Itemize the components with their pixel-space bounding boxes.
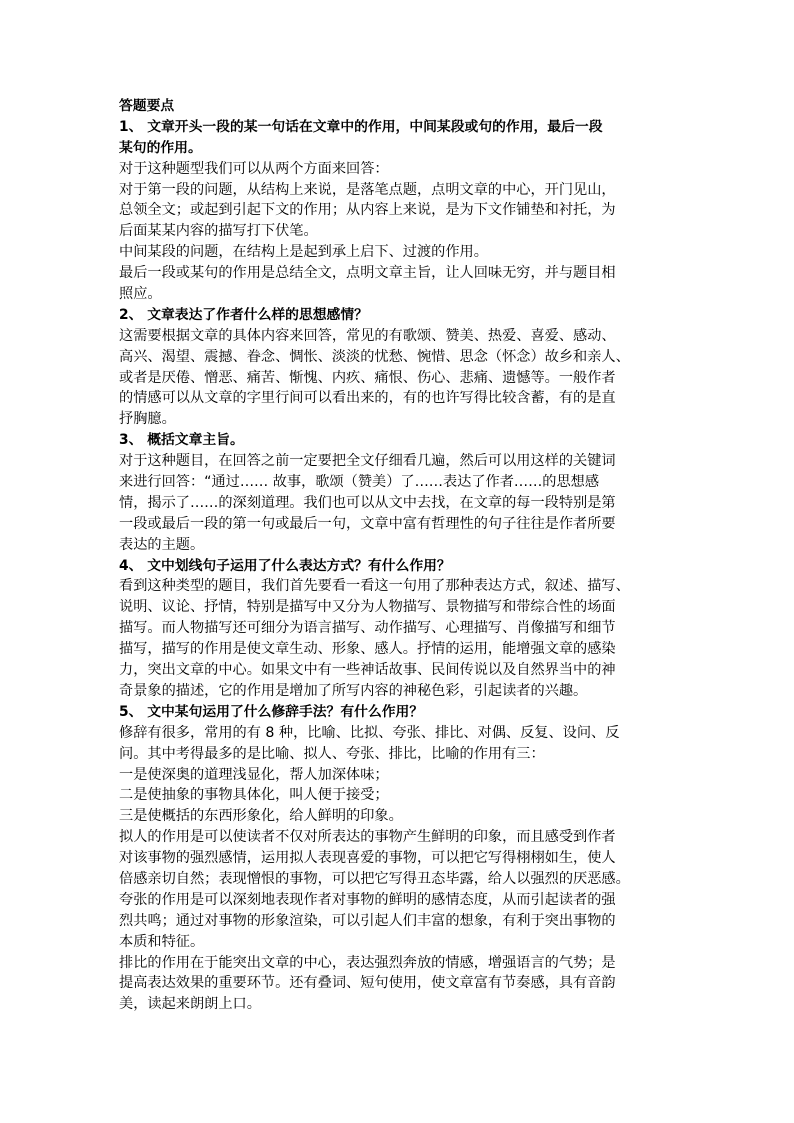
body-text-line: 描写，描写的作用是使文章生动、形象、感人。抒情的运用，能增强文章的感染 (119, 641, 616, 658)
section-heading-line: 4、 文中划线句子运用了什么表达方式？有什么作用？ (119, 557, 451, 574)
body-text-line: 情，揭示了……的深刻道理。我们也可以从文中去找，在文章的每一段特别是第 (119, 494, 616, 511)
body-text-line: 二是使抽象的事物具体化，叫人便于接受； (119, 787, 389, 804)
body-text-line: 力，突出文章的中心。如果文中有一些神话故事、民间传说以及自然界当中的神 (119, 662, 616, 679)
body-text-line: 对于这种题目，在回答之前一定要把全文仔细看几遍，然后可以用这样的关键词 (119, 453, 616, 470)
section-heading-line: 5、 文中某句运用了什么修辞手法？有什么作用？ (119, 703, 424, 720)
body-text-line: 总领全文；或起到引起下文的作用；从内容上来说，是为下文作铺垫和衬托，为 (119, 202, 616, 219)
section-heading-line: 某句的作用。 (119, 139, 202, 156)
body-text-line: 对于第一段的问题，从结构上来说，是落笔点题，点明文章的中心，开门见山， (119, 181, 616, 198)
body-text-line: 描写。而人物描写还可细分为语言描写、动作描写、心理描写、肖像描写和细节 (119, 620, 616, 637)
body-text-line: 这需要根据文章的具体内容来回答，常见的有歌颂、赞美、热爱、喜爱、感动、 (119, 327, 616, 344)
body-text-line: 修辞有很多，常用的有 8 种，比喻、比拟、夸张、排比、对偶、反复、设问、反 (119, 724, 620, 741)
body-text-line: 本质和特征。 (119, 933, 205, 950)
body-text-line: 或者是厌倦、憎恶、痛苦、惭愧、内疚、痛恨、伤心、悲痛、遗憾等。一般作者 (119, 369, 616, 386)
body-text-line: 三是使概括的东西形象化，给人鲜明的印象。 (119, 808, 403, 825)
body-text-line: 一段或最后一段的第一句或最后一句，文章中富有哲理性的句子往往是作者所要 (119, 515, 616, 532)
body-text-line: 对于这种题型我们可以从两个方面来回答： (119, 160, 389, 177)
body-text-line: 说明、议论、抒情，特别是描写中又分为人物描写、景物描写和带综合性的场面 (119, 599, 616, 616)
section-heading-line: 2、 文章表达了作者什么样的思想感情？ (119, 306, 368, 323)
section-heading-line: 1、 文章开头一段的某一句话在文章中的作用，中间某段或句的作用，最后一段 (119, 118, 603, 135)
body-text-line: 表达的主题。 (119, 536, 205, 553)
body-text-line: 最后一段或某句的作用是总结全文，点明文章主旨，让人回味无穷，并与题目相 (119, 265, 616, 282)
document-title: 答题要点 (119, 98, 175, 114)
body-text-line: 倍感亲切自然；表现憎恨的事物，可以把它写得丑态毕露，给人以强烈的厌恶感。 (119, 870, 630, 887)
body-text-line: 夸张的作用是可以深刻地表现作者对事物的鲜明的感情态度，从而引起读者的强 (119, 891, 616, 908)
body-text-line: 中间某段的问题，在结构上是起到承上启下、过渡的作用。 (119, 244, 488, 261)
body-text-line: 后面某某内容的描写打下伏笔。 (119, 223, 318, 240)
section-heading-line: 3、 概括文章主旨。 (119, 432, 244, 449)
body-text-line: 照应。 (119, 286, 162, 303)
body-text-line: 拟人的作用是可以使读者不仅对所表达的事物产生鲜明的印象，而且感受到作者 (119, 829, 616, 846)
body-text-line: 对该事物的强烈感情，运用拟人表现喜爱的事物，可以把它写得栩栩如生，使人 (119, 850, 616, 867)
body-text-line: 抒胸臆。 (119, 411, 176, 428)
body-text-line: 提高表达效果的重要环节。还有叠词、短句使用，使文章富有节奏感，具有音韵 (119, 975, 616, 992)
body-text-line: 看到这种类型的题目，我们首先要看一看这一句用了那种表达方式，叙述、描写、 (119, 578, 630, 595)
body-text-line: 来进行回答：“通过…… 故事，歌颂（赞美）了……表达了作者……的思想感 (119, 474, 600, 491)
document-body (119, 117, 679, 1015)
body-text-line: 高兴、渴望、震撼、眷念、惆怅、淡淡的忧愁、惋惜、思念（怀念）故乡和亲人、 (119, 348, 630, 365)
body-text-line: 烈共鸣；通过对事物的形象渲染，可以引起人们丰富的想象，有利于突出事物的 (119, 912, 616, 929)
document-page (119, 96, 679, 1015)
body-text-line: 奇景象的描述，它的作用是增加了所写内容的神秘色彩，引起读者的兴趣。 (119, 682, 588, 699)
body-text-line: 问。其中考得最多的是比喻、拟人、夸张、排比，比喻的作用有三： (119, 745, 545, 762)
body-text-line: 的情感可以从文章的字里行间可以看出来的，有的也许写得比较含蓄，有的是直 (119, 390, 616, 407)
body-text-line: 美，读起来朗朗上口。 (119, 996, 261, 1013)
body-text-line: 排比的作用在于能突出文章的中心，表达强烈奔放的情感，增强语言的气势；是 (119, 954, 616, 971)
body-text-line: 一是使深奥的道理浅显化，帮人加深体味； (119, 766, 389, 783)
